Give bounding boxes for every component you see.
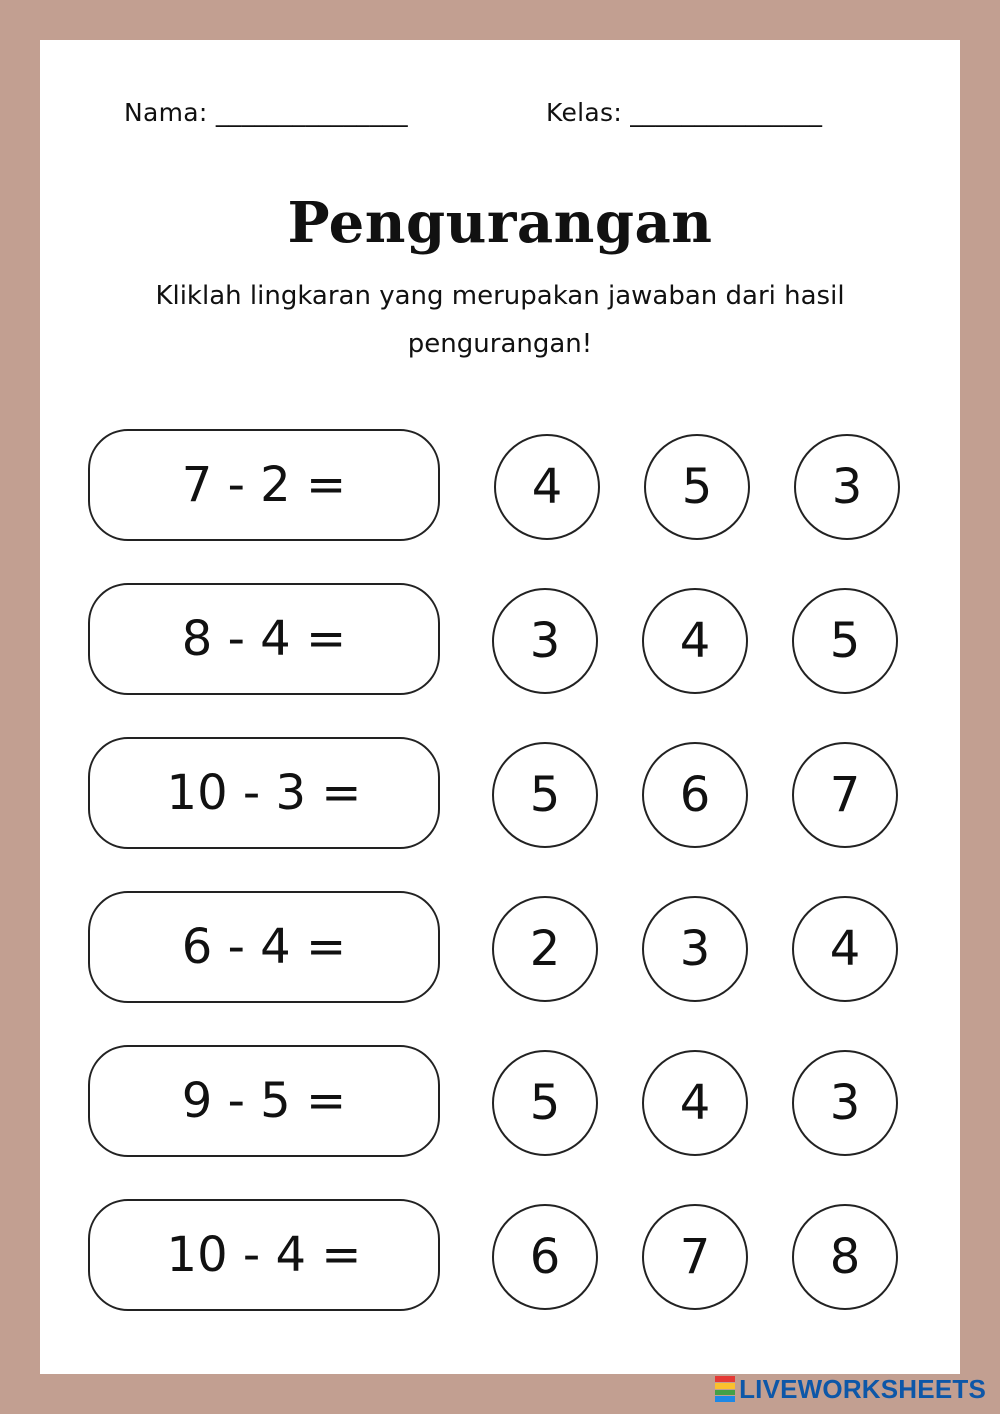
instruction-text (80, 272, 920, 368)
answer-option[interactable]: 3 (794, 434, 900, 540)
instruction-line-2: pengurangan! (407, 329, 593, 359)
answer-option[interactable]: 5 (492, 742, 598, 848)
liveworksheets-branding[interactable] (715, 1372, 986, 1406)
brand-name: LIVEWORKSHEETS (739, 1373, 986, 1404)
answer-option[interactable]: 8 (792, 1204, 898, 1310)
answer-option[interactable]: 3 (792, 1050, 898, 1156)
instruction-line-1: Kliklah lingkaran yang merupakan jawaban dari hasil (155, 281, 845, 311)
class-field-label: Kelas: _______________ (546, 98, 823, 127)
answer-option[interactable]: 5 (492, 1050, 598, 1156)
liveworksheets-logo-icon (715, 1376, 735, 1402)
equation-box: 10 - 3 = (88, 737, 440, 849)
answer-option[interactable]: 6 (492, 1204, 598, 1310)
answer-option[interactable]: 7 (792, 742, 898, 848)
answer-option[interactable]: 4 (642, 588, 748, 694)
answer-option[interactable]: 2 (492, 896, 598, 1002)
name-field-label: Nama: _______________ (124, 98, 408, 127)
answer-option[interactable]: 6 (642, 742, 748, 848)
answer-option[interactable]: 7 (642, 1204, 748, 1310)
equation-box: 6 - 4 = (88, 891, 440, 1003)
answer-option[interactable]: 3 (642, 896, 748, 1002)
equation-box: 9 - 5 = (88, 1045, 440, 1157)
answer-option[interactable]: 5 (644, 434, 750, 540)
answer-option[interactable]: 5 (792, 588, 898, 694)
equation-box: 8 - 4 = (88, 583, 440, 695)
answer-option[interactable]: 3 (492, 588, 598, 694)
equation-box: 10 - 4 = (88, 1199, 440, 1311)
equation-box: 7 - 2 = (88, 429, 440, 541)
answer-option[interactable]: 4 (494, 434, 600, 540)
page-title: Pengurangan (287, 190, 713, 256)
answer-option[interactable]: 4 (642, 1050, 748, 1156)
answer-option[interactable]: 4 (792, 896, 898, 1002)
